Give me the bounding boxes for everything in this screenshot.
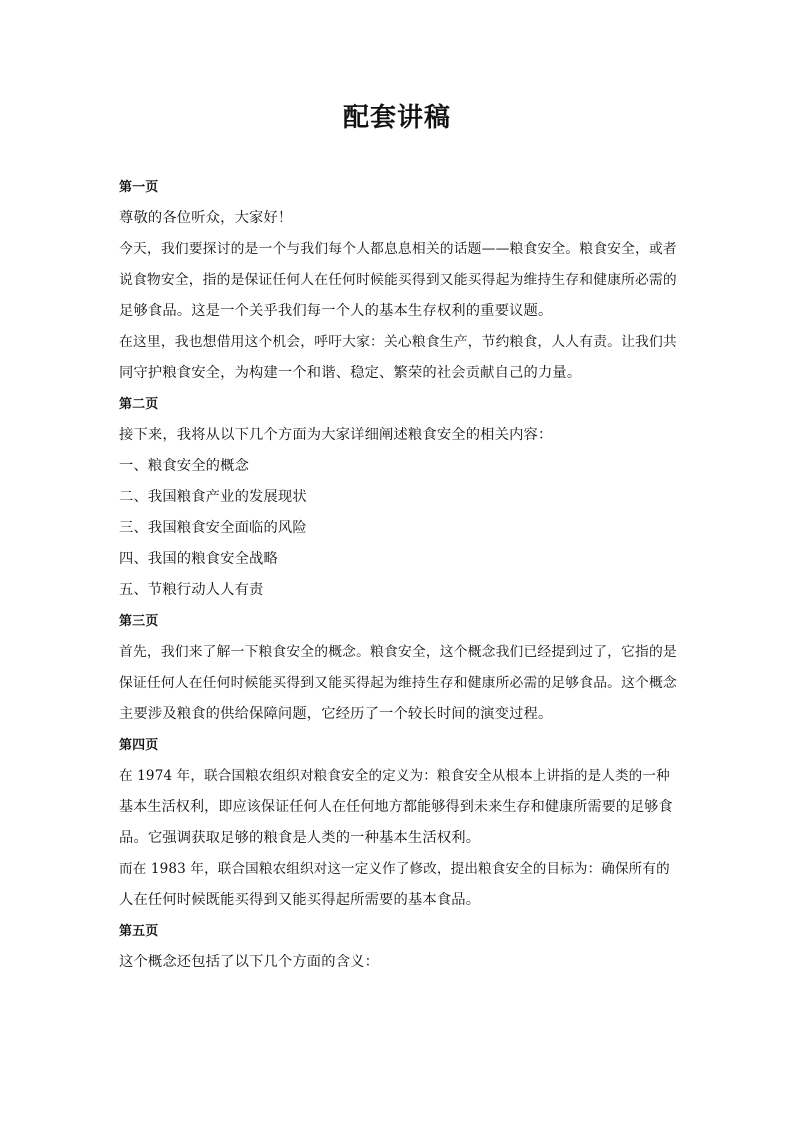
text-line: 四、我国的粮食安全战略 <box>119 551 278 567</box>
text-line: 这个概念还包括了以下几个方面的含义： <box>119 954 380 970</box>
text-line: 二、我国粮食产业的发展现状 <box>119 489 307 505</box>
text-line: 同守护粮食安全，为构建一个和谐、稳定、繁荣的社会贡献自己的力量。 <box>119 365 582 381</box>
text-line: 五、节粮行动人人有责 <box>119 582 264 598</box>
speech-text-body <box>119 172 677 978</box>
section-heading: 第五页 <box>119 924 159 939</box>
text-line: 人在任何时候既能买得到又能买得起所需要的基本食品。 <box>119 892 481 908</box>
section-heading: 第三页 <box>119 614 159 629</box>
text-line: 三、我国粮食安全面临的风险 <box>119 520 307 536</box>
text-line: 在 1974 年，联合国粮农组织对粮食安全的定义为：粮食安全从根本上讲指的是人类的一种 <box>119 768 670 784</box>
text-line: 而在 1983 年，联合国粮农组织对这一定义作了修改，提出粮食安全的目标为：确保所有的 <box>119 861 670 877</box>
text-line: 基本生活权利，即应该保证任何人在任何地方都能够得到未来生存和健康所需要的足够食 <box>119 799 673 815</box>
text-line: 在这里，我也想借用这个机会，呼吁大家：关心粮食生产，节约粮食，人人有责。让我们共 <box>119 334 677 350</box>
text-line: 足够食品。这是一个关乎我们每一个人的基本生存权利的重要议题。 <box>119 303 553 319</box>
text-line: 说食物安全，指的是保证任何人在任何时候能买得到又能买得起为维持生存和健康所必需的 <box>119 272 677 288</box>
text-line: 尊敬的各位听众，大家好！ <box>119 210 293 226</box>
text-line: 主要涉及粮食的供给保障问题，它经历了一个较长时间的演变过程。 <box>119 706 553 722</box>
section-heading: 第一页 <box>119 180 159 195</box>
section-heading: 第四页 <box>119 738 159 753</box>
page-title: 配套讲稿 <box>342 103 451 133</box>
text-line: 品。它强调获取足够的粮食是人类的一种基本生活权利。 <box>119 830 481 846</box>
section-heading: 第二页 <box>119 397 159 412</box>
text-line: 今天，我们要探讨的是一个与我们每个人都息息相关的话题——粮食安全。粮食安全，或者 <box>119 241 677 257</box>
text-line: 一、粮食安全的概念 <box>119 458 250 474</box>
text-line: 接下来，我将从以下几个方面为大家详细阐述粮食安全的相关内容： <box>119 427 553 443</box>
text-line: 首先，我们来了解一下粮食安全的概念。粮食安全，这个概念我们已经提到过了，它指的是 <box>119 644 677 660</box>
text-line: 保证任何人在任何时候能买得到又能买得起为维持生存和健康所必需的足够食品。这个概念 <box>119 675 677 691</box>
